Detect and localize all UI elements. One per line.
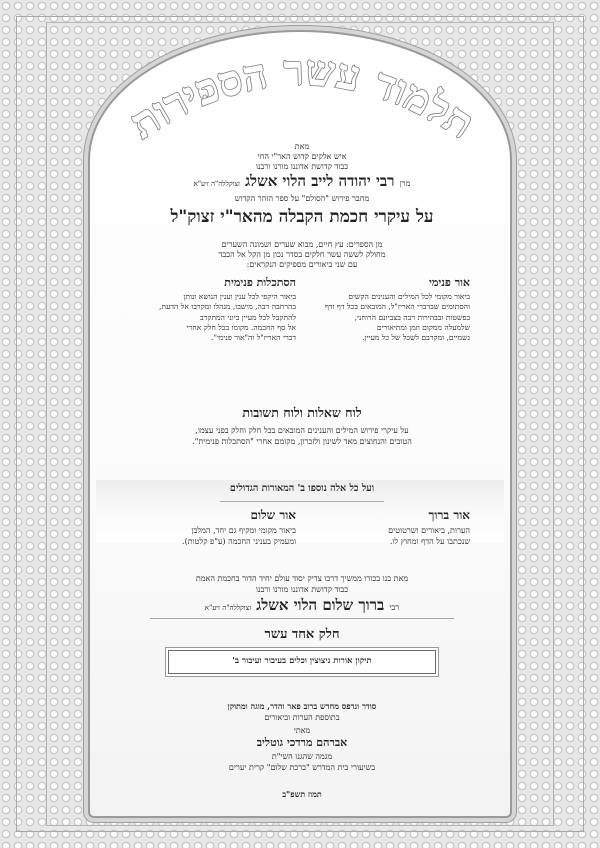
second-author-prefix: רבי <box>389 603 400 612</box>
column-histaklut-line: ביאור היקפי לכל ענין וענין הנושא ונותן <box>183 292 296 301</box>
editor-line-2: בתוספת הערות וביאורים <box>264 713 340 722</box>
column-or-baruch <box>306 508 470 548</box>
second-author-suffix: זצוקללה"ה זיע"א <box>204 604 252 612</box>
book-title: תלמוד עשר הספירות <box>120 45 484 149</box>
column-or-pnimi-line: גשמיים, ומקרבם לשכל של כל מעיין. <box>362 333 470 342</box>
column-or-pnimi-heading: אור פנימי <box>429 276 470 289</box>
qa-line-2: הטובים והנחוצים מאד לשינון ולזכרון, מקומם אחרי "הסתכלות פנימית". <box>192 437 412 446</box>
credit-honorific: כבוד קדושת אדוננו מורנו ורבנו <box>255 162 349 171</box>
second-author-line-2: כבוד קדושת אדוננו מורנו ורבנו <box>255 585 349 594</box>
column-histaklut-line: אל סף החכמה. מקומו בכל חלק אחרי <box>186 322 296 332</box>
volume-subject: תיקון אורות ניצוצין וכלים בעיבור ועיבור ב' <box>232 656 372 666</box>
column-or-shalom-line: ומעמיק בעניני החכמה (ע"פ קלטות). <box>182 536 296 546</box>
column-or-pnimi-line: בפשטות ובבהירות רבה בצביונם הרוחני, <box>354 312 470 322</box>
second-author-name-line <box>90 596 512 614</box>
publication-date: תמוז תשפ"ב <box>282 789 322 799</box>
column-or-baruch-heading: אור ברוך <box>428 508 470 522</box>
author-name: רבי יהודה לייב הלוי אשלג <box>245 172 395 190</box>
sources-line-3: עם שני ביאורים מספיקים הנקראים: <box>246 260 358 269</box>
column-or-baruch-line: הערות, ביאורים ושרטוטים <box>388 526 470 535</box>
volume-part: חלק אחד עשר <box>264 627 340 642</box>
editor-line-6: בשיעורי בית המדרש "ברכת שלום" קרית יערים <box>228 763 376 772</box>
column-or-baruch-line: שנכתבו על הדף ומחוץ לו. <box>389 536 470 546</box>
additions-heading: ועל כל אלה נוספו ב' המאורות הגדולים <box>229 483 375 494</box>
column-histaklut-line: דברי האריז"ל וה"אור פנימי". <box>211 333 296 342</box>
column-histaklut-line: בהרחבה רבה, מישבו, מנהלו ומקרבו אל הדעת, <box>159 302 296 312</box>
credit-from: מאת <box>294 142 310 151</box>
svg-text:תלמוד עשר הספירות <box>121 46 483 149</box>
author-prefix: מרן <box>399 179 411 188</box>
column-histaklut-pnimit <box>124 276 296 343</box>
sources-line-2: מחולק לששה עשר חלקים בסדר נכון מן הקל אל הכבד <box>218 250 386 259</box>
editor-name: אברהם מרדכי גוטליב <box>256 736 348 749</box>
editor-line-1: סודר ונדפס מחדש ברוב פאר והדר, מוגה ומתוקן <box>227 701 377 711</box>
qa-heading: לוח שאלות ולוח תשובות <box>242 405 362 420</box>
column-or-pnimi <box>306 276 470 343</box>
sources-line-1: מן הספרים: עץ חיים, מבוא שערים ושמונה השערים <box>221 240 383 249</box>
editor-line-5: מגמה שהגנו השי"ת <box>271 752 333 761</box>
title-page-arch <box>88 30 512 818</box>
credit-holy-man: איש אלקים קדוש האר"י החי <box>257 152 347 161</box>
column-or-pnimi-line: שלמעלה ממקום וזמן ומתיאורים <box>376 322 470 332</box>
column-histaklut-line: להתקבל לכל מעיין ביוני המתקרב <box>199 312 296 322</box>
author-description: מחבר פירוש "הסולם" על ספר הזהר הקדוש <box>234 194 370 203</box>
second-author-name: ברוך שלום הלוי אשלג <box>256 596 385 614</box>
subtitle: על עיקרי חכמת הקבלה מהאר"י זצוק"ל <box>170 207 434 227</box>
author-line <box>90 172 512 190</box>
column-or-shalom <box>124 508 296 548</box>
additions-divider <box>220 501 384 502</box>
column-or-pnimi-line: ביאור מקומי לכל המילים והענינים הקשים <box>348 292 470 301</box>
author-suffix: זצוקללה"ה זיע"א <box>193 180 241 188</box>
second-author-line-1: מאת בנו בכורו ממשיך דרכו צדיק יסוד עולם יחיד הדור בחכמת האמת <box>195 574 409 583</box>
qa-line-1: על עיקרי פירוש המילים והענינים המובאים בכל חלק וחלק בפני עצמו, <box>195 426 409 435</box>
editor-line-3: מאתי <box>293 726 311 735</box>
column-or-pnimi-line: והסתומים שבדברי האריז"ל, המובאים בכל דף ודף <box>324 302 470 312</box>
volume-subject-box <box>168 650 436 674</box>
column-or-shalom-line: ביאור מקומי ומקיף גם יחד, המלבן <box>191 526 296 535</box>
section-divider <box>150 618 454 619</box>
column-or-shalom-heading: אור שלום <box>250 508 296 522</box>
column-histaklut-heading: הסתכלות פנימית <box>224 276 296 289</box>
